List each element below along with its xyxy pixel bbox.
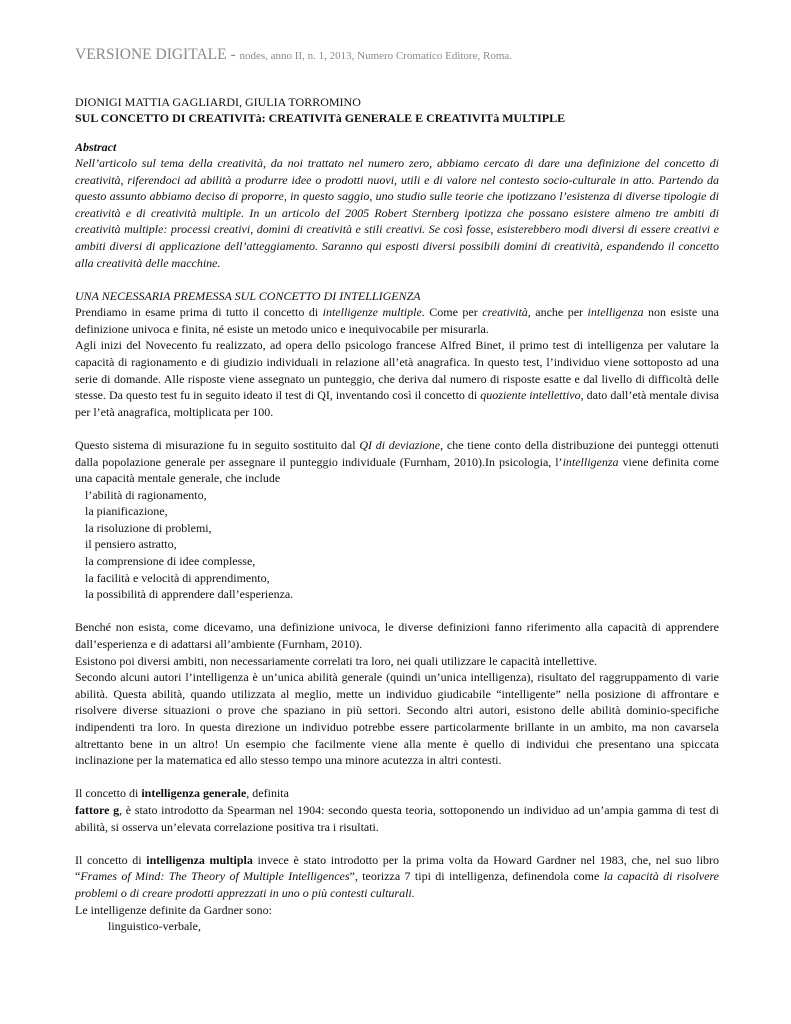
abstract-text: Nell’articolo sul tema della creatività, da noi trattato nel numero zero, abbiamo cercato di dare una definizione del concetto di creatività, riferendoci ad abilità a produrre idee o prodotti nuovi, utili e di valore nel contesto socio-culturale in atto. Partendo da questo assunto abbiamo deciso di proporre, in questo saggio, uno studio sulle teorie che ipotizzano l’esistenza di diverse tipologie di creatività e di creatività multiple. In un articolo del 2005 Robert Sternberg ipotizza che possano esistere almeno tre ambiti di creatività multiple: processi creativi, domini di creatività e stili creativi. Se così fosse, esisterebbero modi diversi di essere creativi e ambiti diversi di applicazione dell’atteggiamento. Saranno qui esposti diversi possibili domini di creatività, espandendo il concetto alla creatività delle macchine. <box>75 156 719 270</box>
paragraph-3: Questo sistema di misurazione fu in seguito sostituito dal QI di deviazione, che tiene conto della distribuzione dei punteggi ottenuti dalla popolazione generale per assegnare il punteggio individuale (Furnham, 2010).In psicologia, l’intelligenza viene definita come una capacità mentale generale, che include <box>75 437 720 486</box>
document-header <box>75 44 719 67</box>
paragraph-7: Il concetto di intelligenza generale, definita <box>75 786 289 801</box>
paragraph-9: Il concetto di intelligenza multipla invece è stato introdotto per la prima volta da Howard Gardner nel 1983, che, nel suo libro “Frames of Mind: The Theory of Multiple Intelligences”, teorizza 7 tipi di intelligenza, definendola come la capacità di risolvere problemi o di creare prodotti apprezzati in uno o più contesti culturali. <box>75 852 720 900</box>
list-item: la possibilità di apprendere dall’esperienza. <box>85 587 294 602</box>
paragraph-2: Agli inizi del Novecento fu realizzato, ad opera dello psicologo francese Alfred Binet, il primo test di intelligenza per valutare la capacità di ragionamento e di giudizio individuali in relazione all’età anagrafica. In questo test, l’individuo viene sottoposto ad una serie di domande. Alle risposte viene assegnato un punteggio, che deriva dal numero di risposte esatte e dal livello di difficoltà delle stesse. Da questo test fu in seguito ideato il test di QI, inventando così il concetto di quoziente intellettivo, dato dall’età mentale divisa per l’età anagrafica, moltiplicata per 100. <box>75 338 719 419</box>
abstract-heading: Abstract <box>75 140 117 154</box>
header-sub: nodes, anno II, n. 1, 2013, Numero Cromatico Editore, Roma. <box>239 50 513 62</box>
paragraph-6: Secondo alcuni autori l’intelligenza è un’unica abilità generale (quindi un’unica intelligenza), risultato del raggruppamento di varie abilità. Questa abilità, quando utilizzata al meglio, mette un individuo giudicabile “intelligente” nella posizione di affrontare e risolvere diverse situazioni o prove che spaziano in più settori. Secondo altri autori, esistono delle abilità dominio-specifiche indipendenti tra loro. In questa direzione un individuo potrebbe essere particolarmente brillante in un ambito, ma non cavarsela altrettanto bene in un altro! Un esempio che facilmente viene alla mente è quello di individui che presentano una spiccata inclinazione per la matematica ed allo stesso tempo una minore acutezza in altri contesti. <box>75 670 719 768</box>
paragraph-10: Le intelligenze definite da Gardner sono: <box>75 902 272 917</box>
list-item: la comprensione di idee complesse, <box>85 554 256 569</box>
paragraph-8: fattore g, è stato introdotto da Spearman nel 1904: secondo questa teoria, sottoponendo un individuo ad un’ampia gamma di test di abilità, si osserva un’elevata correlazione positiva tra i risultati. <box>75 802 719 834</box>
list-item: la risoluzione di problemi, <box>85 520 212 535</box>
list-item: la pianificazione, <box>85 504 168 519</box>
paragraph-5: Esistono poi diversi ambiti, non necessariamente correlati tra loro, nei quali utilizzare le capacità intellettive. <box>75 653 598 668</box>
gardner-intelligences-list <box>75 918 719 935</box>
list-item: la facilità e velocità di apprendimento, <box>85 570 270 585</box>
list-item: linguistico-verbale, <box>108 919 201 934</box>
header-main: VERSIONE DIGITALE - <box>75 46 236 63</box>
list-item: il pensiero astratto, <box>85 537 177 552</box>
paragraph-4: Benché non esista, come dicevamo, una definizione univoca, le diverse definizioni fanno riferimento alla capacità di apprendere dall’esperienza e di adattarsi all’ambiente (Furnham, 2010). <box>75 620 719 652</box>
document-page <box>75 44 719 935</box>
list-item: l’abilità di ragionamento, <box>85 487 207 502</box>
section-heading: UNA NECESSARIA PREMESSA SUL CONCETTO DI INTELLIGENZA <box>75 289 421 304</box>
paragraph-1: Prendiamo in esame prima di tutto il concetto di intelligenze multiple. Come per creatività, anche per intelligenza non esiste una definizione univoca e finita, né esiste un metodo unico e inequivocabile per misurarla. <box>75 305 719 336</box>
intelligence-abilities-list <box>75 487 719 603</box>
article-title: SUL CONCETTO DI CREATIVITà: CREATIVITà GENERALE E CREATIVITà MULTIPLE <box>75 111 566 125</box>
authors: DIONIGI MATTIA GAGLIARDI, GIULIA TORROMINO <box>75 95 361 109</box>
